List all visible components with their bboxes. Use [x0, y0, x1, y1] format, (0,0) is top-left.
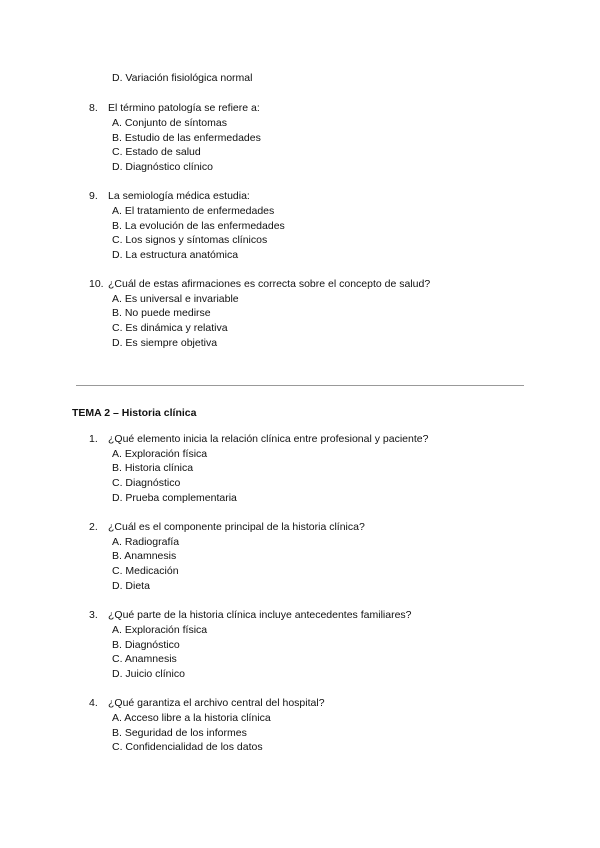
option: D. La estructura anatómica — [112, 249, 239, 261]
option: B. Seguridad de los informes — [112, 727, 247, 739]
option: A. El tratamiento de enfermedades — [112, 205, 275, 217]
question-number: 3. — [89, 609, 98, 621]
option-carry: D. Variación fisiológica normal — [112, 72, 253, 84]
section-title: TEMA 2 – Historia clínica — [72, 407, 197, 419]
question-number: 1. — [89, 433, 98, 445]
question-number: 8. — [89, 102, 98, 114]
option: B. Estudio de las enfermedades — [112, 132, 261, 144]
section-divider — [76, 385, 524, 386]
option: D. Juicio clínico — [112, 668, 185, 680]
question-number: 10. — [89, 278, 104, 290]
option: A. Conjunto de síntomas — [112, 117, 227, 129]
question-text: ¿Qué parte de la historia clínica incluye antecedentes familiares? — [108, 609, 412, 621]
option: D. Es siempre objetiva — [112, 337, 218, 349]
question-text: ¿Qué garantiza el archivo central del hospital? — [108, 697, 325, 709]
option: C. Diagnóstico — [112, 477, 181, 489]
option: B. La evolución de las enfermedades — [112, 220, 285, 232]
option: C. Los signos y síntomas clínicos — [112, 234, 268, 246]
question-number: 4. — [89, 697, 98, 709]
option: A. Exploración física — [112, 624, 208, 636]
option: C. Es dinámica y relativa — [112, 322, 228, 334]
option: A. Es universal e invariable — [112, 293, 239, 305]
question-text: ¿Qué elemento inicia la relación clínica entre profesional y paciente? — [108, 433, 429, 445]
option: C. Confidencialidad de los datos — [112, 741, 263, 753]
option: D. Diagnóstico clínico — [112, 161, 213, 173]
option: A. Radiografía — [112, 536, 180, 548]
option: C. Anamnesis — [112, 653, 177, 665]
question-text: La semiología médica estudia: — [108, 190, 250, 202]
option: B. Historia clínica — [112, 462, 194, 474]
question-text: ¿Cuál es el componente principal de la historia clínica? — [108, 521, 365, 533]
question-text: El término patología se refiere a: — [108, 102, 260, 114]
option: B. Anamnesis — [112, 550, 177, 562]
option: A. Acceso libre a la historia clínica — [112, 712, 271, 724]
question-number: 2. — [89, 521, 98, 533]
question-text: ¿Cuál de estas afirmaciones es correcta sobre el concepto de salud? — [108, 278, 431, 290]
option: C. Medicación — [112, 565, 179, 577]
question-number: 9. — [89, 190, 98, 202]
option: D. Dieta — [112, 580, 150, 592]
option: A. Exploración física — [112, 448, 208, 460]
option: B. No puede medirse — [112, 307, 211, 319]
option: B. Diagnóstico — [112, 639, 180, 651]
option: D. Prueba complementaria — [112, 492, 237, 504]
option: C. Estado de salud — [112, 146, 201, 158]
